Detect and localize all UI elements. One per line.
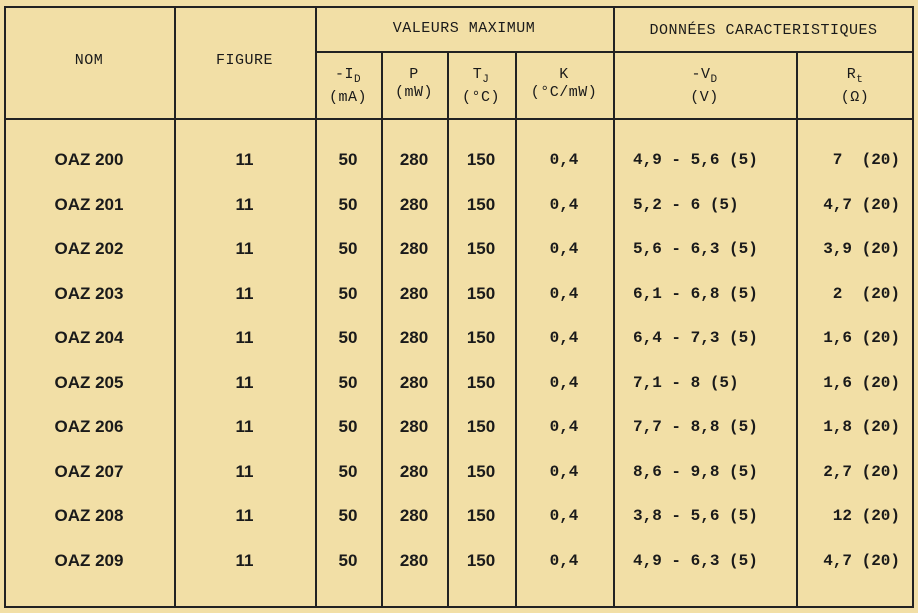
cell-vd: 5,6 - 6,3 (5) — [633, 240, 758, 258]
cell-vd: 4,9 - 5,6 (5) — [633, 151, 758, 169]
cell-tj: 150 — [466, 506, 496, 525]
cell-vd: 8,6 - 9,8 (5) — [633, 462, 758, 481]
cell-k: 0,4 — [549, 195, 579, 214]
cell-nom: OAZ 203 — [54, 283, 124, 303]
cell-p: 280 — [399, 194, 429, 214]
cell-id: 50 — [338, 194, 358, 214]
cell-id: 50 — [338, 239, 358, 258]
cell-p: 280 — [399, 550, 429, 570]
header-nom: NOM — [74, 52, 104, 69]
cell-figure: 11 — [235, 283, 254, 303]
cell-id: 50 — [338, 550, 358, 570]
cell-nom: OAZ 202 — [54, 239, 124, 258]
divider — [315, 51, 914, 53]
cell-id: 50 — [338, 283, 358, 303]
cell-k: 0,4 — [549, 151, 579, 169]
cell-figure: 11 — [235, 461, 254, 481]
cell-rt: 3,9 (20) — [823, 240, 900, 258]
cell-figure: 11 — [235, 150, 254, 169]
cell-id: 50 — [338, 417, 358, 436]
cell-figure: 11 — [235, 550, 254, 570]
cell-k: 0,4 — [549, 551, 579, 570]
cell-k: 0,4 — [549, 373, 579, 392]
cell-rt: 4,7 (20) — [823, 551, 900, 570]
cell-k: 0,4 — [549, 462, 579, 481]
cell-p: 280 — [399, 239, 429, 258]
cell-tj: 150 — [466, 417, 496, 436]
cell-id: 50 — [338, 150, 358, 169]
cell-tj: 150 — [466, 372, 496, 392]
cell-nom: OAZ 200 — [54, 150, 124, 169]
cell-rt: 1,8 (20) — [823, 418, 900, 436]
cell-k: 0,4 — [549, 240, 579, 258]
header-p: P (mW) — [394, 66, 433, 101]
cell-figure: 11 — [235, 506, 254, 525]
header-figure: FIGURE — [215, 52, 273, 69]
cell-k: 0,4 — [549, 329, 579, 347]
cell-rt: 12 (20) — [832, 507, 900, 525]
cell-nom: OAZ 205 — [54, 372, 124, 392]
cell-id: 50 — [338, 461, 358, 481]
cell-vd: 4,9 - 6,3 (5) — [633, 551, 758, 570]
cell-rt: 2,7 (20) — [823, 462, 900, 481]
cell-tj: 150 — [466, 150, 496, 169]
cell-figure: 11 — [235, 417, 254, 436]
header-rt: $R_t$ (Ω) — [840, 66, 870, 106]
cell-vd: 7,1 - 8 (5) — [633, 373, 739, 392]
cell-figure: 11 — [235, 194, 254, 214]
cell-nom: OAZ 201 — [54, 194, 124, 214]
header-id: $-I_D$ (mA) — [328, 66, 367, 106]
cell-p: 280 — [399, 150, 429, 169]
header-tj: $T_J$ (°C) — [461, 66, 500, 106]
cell-p: 280 — [399, 461, 429, 481]
cell-vd: 5,2 - 6 (5) — [633, 195, 739, 214]
cell-rt: 2 (20) — [832, 284, 900, 303]
cell-rt: 1,6 (20) — [823, 329, 900, 347]
cell-tj: 150 — [466, 461, 496, 481]
cell-tj: 150 — [466, 550, 496, 570]
cell-vd: 6,4 - 7,3 (5) — [633, 329, 758, 347]
cell-p: 280 — [399, 506, 429, 525]
cell-tj: 150 — [466, 328, 496, 347]
cell-tj: 150 — [466, 194, 496, 214]
cell-nom: OAZ 207 — [54, 461, 124, 481]
cell-p: 280 — [399, 283, 429, 303]
cell-vd: 6,1 - 6,8 (5) — [633, 284, 758, 303]
header-k: K (°C/mW) — [530, 66, 598, 101]
cell-figure: 11 — [235, 328, 254, 347]
cell-id: 50 — [338, 328, 358, 347]
cell-figure: 11 — [235, 239, 254, 258]
cell-tj: 150 — [466, 239, 496, 258]
header-valeurs-maximum: VALEURS MAXIMUM — [392, 20, 536, 37]
cell-rt: 7 (20) — [832, 151, 900, 169]
cell-p: 280 — [399, 417, 429, 436]
cell-p: 280 — [399, 328, 429, 347]
divider — [4, 118, 914, 120]
cell-figure: 11 — [235, 372, 254, 392]
cell-nom: OAZ 208 — [54, 506, 124, 525]
cell-p: 280 — [399, 372, 429, 392]
cell-rt: 4,7 (20) — [823, 195, 900, 214]
header-vd: $-V_D$ (V) — [690, 66, 719, 106]
cell-vd: 7,7 - 8,8 (5) — [633, 418, 758, 436]
cell-k: 0,4 — [549, 284, 579, 303]
cell-nom: OAZ 209 — [54, 550, 124, 570]
cell-rt: 1,6 (20) — [823, 373, 900, 392]
cell-k: 0,4 — [549, 418, 579, 436]
cell-id: 50 — [338, 372, 358, 392]
header-donnees: DONNÉES CARACTERISTIQUES — [649, 22, 878, 39]
cell-vd: 3,8 - 5,6 (5) — [633, 507, 758, 525]
cell-nom: OAZ 206 — [54, 417, 124, 436]
cell-k: 0,4 — [549, 507, 579, 525]
cell-nom: OAZ 204 — [54, 328, 124, 347]
cell-id: 50 — [338, 506, 358, 525]
cell-tj: 150 — [466, 283, 496, 303]
